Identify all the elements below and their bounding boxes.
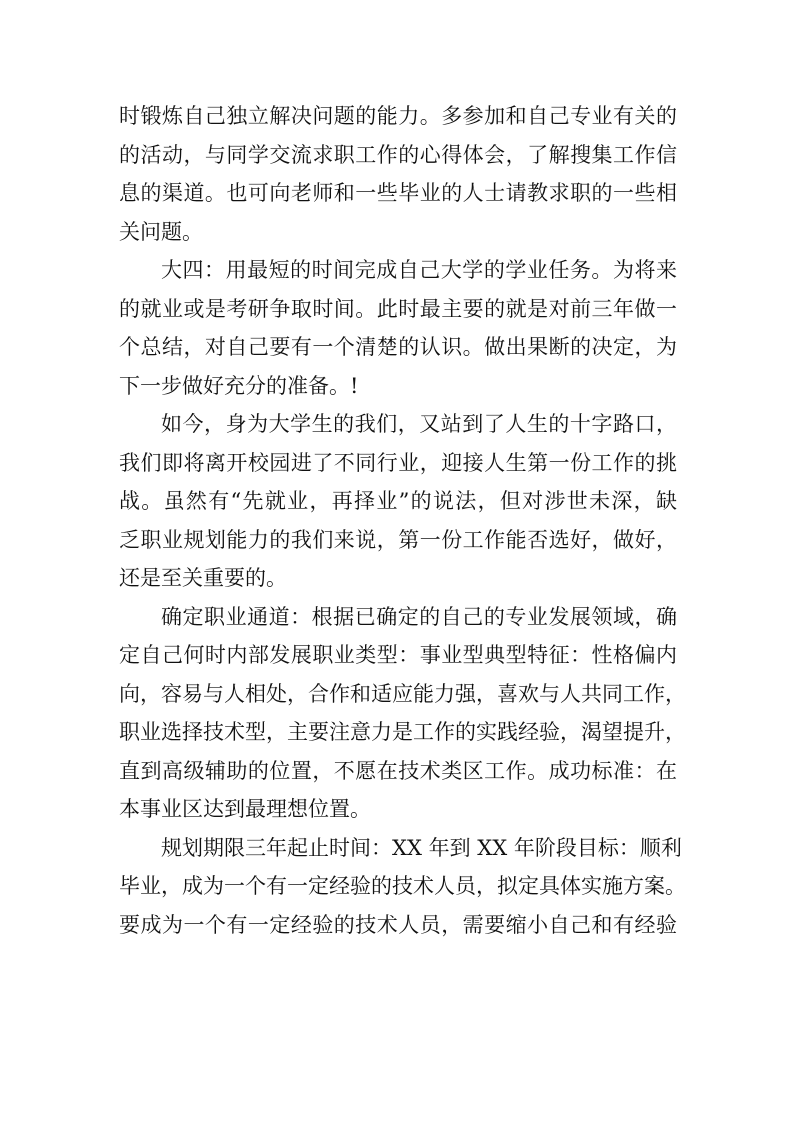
text-line: 息的渠道。也可向老师和一些毕业的人士请教求职的一些相 [119,181,677,205]
text-line: 职业选择技术型，主要注意力是工作的实践经验，渴望提升， [119,720,686,744]
paragraph [119,829,686,945]
text-line: 战。虽然有“先就业，再择业”的说法，但对涉世未深，缺 [119,489,677,513]
paragraph [119,251,677,405]
text-line: 确定职业通道：根据已确定的自己的专业发展领域，确 [161,604,677,629]
text-line: 规划期限三年起止时间：XX 年到 XX 年阶段目标：顺利 [161,835,682,860]
text-line: 时锻炼自己独立解决问题的能力。多参加和自己专业有关的 [119,104,677,128]
text-line: 下一步做好充分的准备。! [119,373,359,398]
text-line: 如今，身为大学生的我们，又站到了人生的十字路口， [161,412,677,436]
text-line: 的活动，与同学交流求职工作的心得体会，了解搜集工作信 [119,142,677,167]
text-line: 我们即将离开校园进了不同行业，迎接人生第一份工作的挑 [119,450,677,475]
text-line: 直到高级辅助的位置，不愿在技术类区工作。成功标准：在 [119,758,677,783]
text-line: 毕业，成为一个有一定经验的技术人员，拟定具体实施方案。 [119,874,686,898]
text-line: 的就业或是考研争取时间。此时最主要的就是对前三年做一 [119,296,677,321]
text-line: 要成为一个有一定经验的技术人员，需要缩小自己和有经验 [119,912,677,937]
paragraph [119,97,677,251]
text-line: 乏职业规划能力的我们来说，第一份工作能否选好，做好， [119,527,677,552]
text-line: 还是至关重要的。 [119,566,287,590]
text-line: 个总结，对自己要有一个清楚的认识。做出果断的决定，为 [119,335,677,359]
text-line: 关问题。 [119,219,203,244]
text-line: 大四：用最短的时间完成自己大学的学业任务。为将来 [161,258,677,282]
paragraph [119,405,677,598]
text-line: 向，容易与人相处，合作和适应能力强，喜欢与人共同工作， [119,681,686,706]
document-body [119,97,686,944]
paragraph [119,598,686,829]
text-line: 定自己何时内部发展职业类型：事业型典型特征：性格偏内 [119,643,677,667]
text-line: 本事业区达到最理想位置。 [119,797,371,821]
